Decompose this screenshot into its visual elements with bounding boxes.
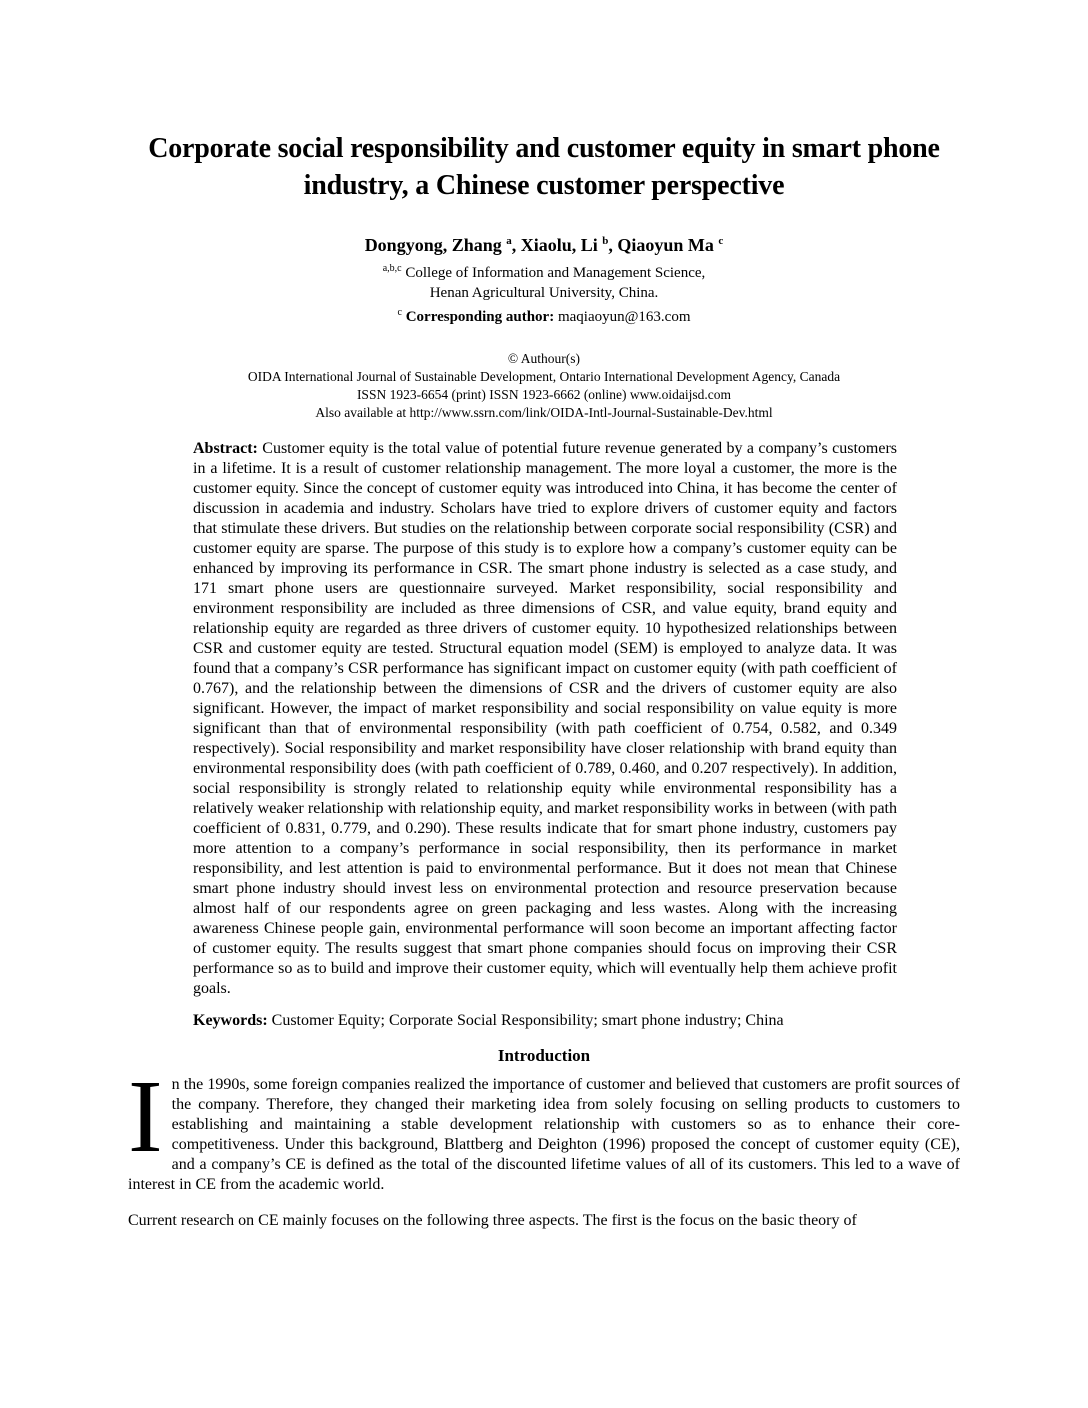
dropcap-letter: I xyxy=(128,1059,163,1174)
author-superscript-1: a xyxy=(506,235,512,247)
affiliation-superscript: a,b,c xyxy=(382,263,402,274)
copyright-line-availability: Also available at http://www.ssrn.com/link/OIDA-Intl-Journal-Sustainable-Dev.html xyxy=(315,405,773,420)
author-name-3: Qiaoyun Ma xyxy=(617,235,719,255)
copyright-line-authors: © Authour(s) xyxy=(507,351,581,366)
abstract-text: Customer equity is the total value of potential future revenue generated by a company’s customers in a lifetime. It is a result of customer relationship management. The more loyal a customer, the more is the customer equity. Since the concept of customer equity was introduced into China, it has become the center of discussion in academia and industry. Scholars have tried to explore drivers of customer equity and factors that stimulate these drivers. But studies on the relationship between corporate social responsibility (CSR) and customer equity are sparse. The purpose of this study is to explore how a company’s customer equity can be enhanced by improving its performance in CSR. The smart phone industry is selected as a case study, and 171 smart phone users are questionnaire surveyed. Market responsibility, social responsibility and environment responsibility are included as three dimensions of CSR, and value equity, brand equity and relationship equity are regarded as three drivers of customer equity. 10 hypothesized relationships between CSR and customer equity are tested. Structural equation model (SEM) is employed to analyze data. It was found that a company’s CSR performance has significant impact on customer equity (with path coefficient of 0.767), and the relationship between the dimensions of CSR and the drivers of customer equity are also significant. However, the impact of market responsibility and social responsibility on value equity is more significant than that of environmental responsibility (with path coefficient of 0.754, 0.582, and 0.349 respectively). Social responsibility and market responsibility have closer relationship with brand equity than environmental responsibility does (with path coefficient of 0.789, 0.460, and 0.207 respectively). In addition, social responsibility is strongly related to relationship equity while environmental responsibility has a relatively weaker relationship with relationship equity, and market responsibility works in between (with path coefficient of 0.831, 0.779, and 0.290). These results indicate that for smart phone industry, customers pay more attention to a company’s performance in social responsibility, then its performance in market responsibility, and lest attention is paid to environmental performance. But it does not mean that Chinese smart phone industry should invest less on environmental protection and resource preservation because almost half of our respondents agree on green packaging and less wastes. Along with the increasing awareness Chinese people gain, environmental performance will soon become an important affecting factor of customer equity. The results suggest that smart phone companies should focus on improving their CSR performance so as to build and improve their customer equity, which will eventually help them achieve profit goals. xyxy=(193,440,898,997)
introduction-paragraph-text: n the 1990s, some foreign companies realized the importance of customer and believed that customers are profit sources of the company. Therefore, they changed their marketing idea from solely focusing on selling products to customers to establishing and maintaining a stable development relationship with customers so as to enhance their core-competitiveness. Under this background, Blattberg and Deighton (1996) proposed the concept of customer equity (CE), and a company’s CE is defined as the total of the discounted lifetime values of all of its customers. This led to a wave of interest in CE from the academic world. xyxy=(128,1076,960,1193)
corresponding-author-email: maqiaoyun@163.com xyxy=(554,309,691,325)
authors-line xyxy=(128,230,960,256)
paper-title: Corporate social responsibility and customer equity in smart phone industry, a Chinese customer perspective xyxy=(148,133,940,201)
keywords-line xyxy=(193,1011,897,1031)
corresponding-superscript: c xyxy=(397,307,402,318)
introduction-paragraph xyxy=(128,1059,960,1195)
author-name-1: Dongyong, Zhang xyxy=(364,235,507,255)
affiliation-line-2: Henan Agricultural University, China. xyxy=(429,285,659,301)
copyright-line-issn: ISSN 1923-6654 (print) ISSN 1923-6662 (online) www.oidaijsd.com xyxy=(356,387,732,402)
affiliation-block xyxy=(128,259,960,327)
corresponding-author-line xyxy=(128,303,960,327)
introduction-heading: Introduction xyxy=(497,1046,591,1065)
keywords-text: Customer Equity; Corporate Social Responsibility; smart phone industry; China xyxy=(267,1012,784,1029)
author-separator-2: , xyxy=(608,235,618,255)
author-name-2: Xiaolu, Li xyxy=(520,235,603,255)
affiliation-line-1 xyxy=(128,259,960,283)
corresponding-author-label: Corresponding author: xyxy=(401,309,555,325)
author-superscript-3: c xyxy=(718,235,724,247)
abstract-paragraph xyxy=(193,439,897,999)
abstract-label: Abstract: xyxy=(193,440,258,457)
current-research-paragraph: Current research on CE mainly focuses on the following three aspects. The first is the focus on the basic theory of xyxy=(128,1212,857,1229)
affiliation-text-1: College of Information and Management Science, xyxy=(401,265,706,281)
author-superscript-2: b xyxy=(602,235,609,247)
keywords-label: Keywords: xyxy=(193,1012,268,1029)
copyright-line-journal: OIDA International Journal of Sustainable Development, Ontario International Development Agency, Canada xyxy=(247,369,841,384)
author-separator-1: , xyxy=(511,235,521,255)
copyright-block xyxy=(128,350,960,422)
